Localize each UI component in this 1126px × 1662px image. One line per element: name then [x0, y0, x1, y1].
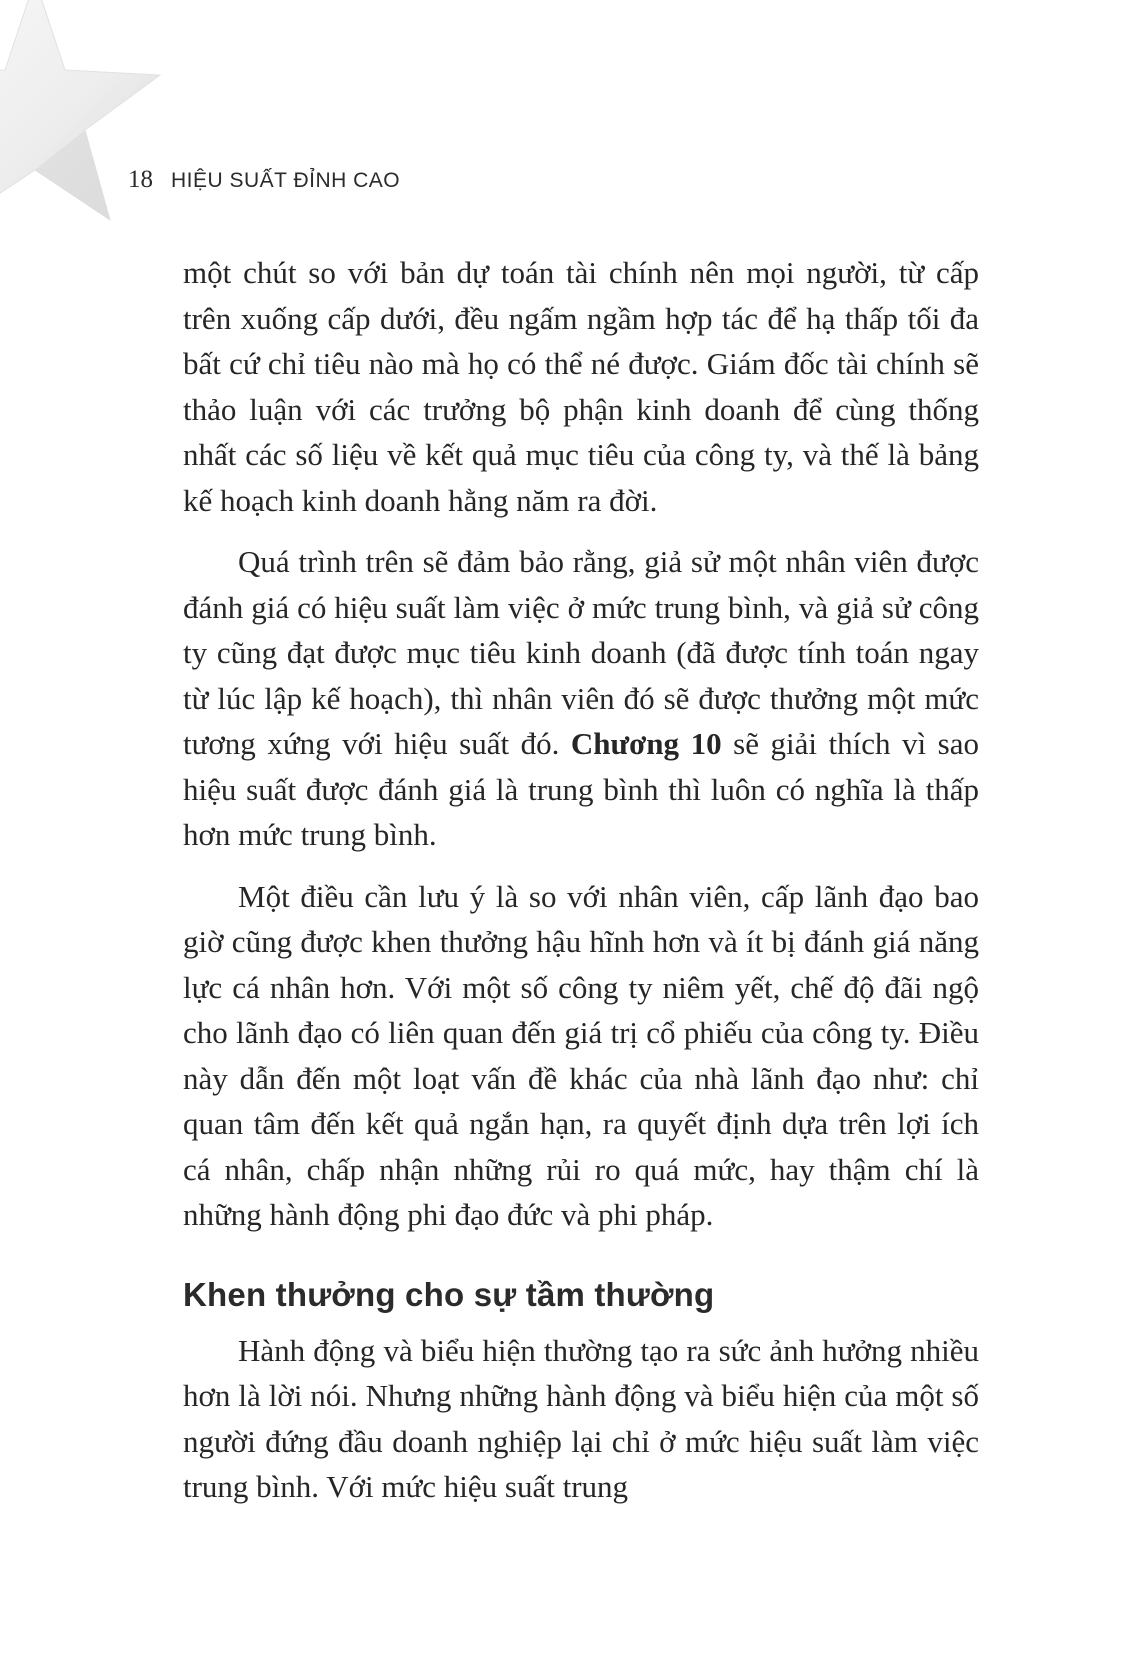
paragraph-continued: một chút so với bản dự toán tài chính nên mọi người, từ cấp trên xuống cấp dưới, đều ngấm ngầm hợp tác để hạ thấp tối đa bất cứ chỉ tiêu nào mà họ có thể né được. Giám đốc tài chính sẽ thảo luận với các trưởng bộ phận kinh doanh để cùng thống nhất các số liệu về kết quả mục tiêu của công ty, và thế là bảng kế hoạch kinh doanh hằng năm ra đời.	[183, 255, 979, 518]
star-icon	[0, 0, 180, 240]
paragraph-text: Quá trình trên sẽ đảm bảo rằng, giả sử một nhân viên được đánh giá có hiệu suất làm việc ở mức trung bình, và giả sử công ty cũng đạt được mục tiêu kinh doanh (đã được tính toán ngay từ lúc lập kế hoạch), thì nhân viên đó sẽ được thưởng một mức tương xứng với hiệu suất đó.	[183, 544, 979, 761]
page-number: 18	[128, 166, 153, 193]
running-header	[128, 166, 400, 194]
section-heading: Khen thưởng cho sự tầm thường	[183, 1275, 715, 1313]
chapter-reference: Chương 10	[570, 726, 722, 761]
paragraph-section: Hành động và biểu hiện thường tạo ra sức ảnh hưởng nhiều hơn là lời nói. Nhưng những hành động và biểu hiện của một số người đứng đầu doanh nghiệp lại chỉ ở mức hiệu suất làm việc trung bình. Với mức hiệu suất trung	[183, 1332, 979, 1504]
paragraph-process	[183, 539, 979, 858]
paragraph-text: sẽ giải thích vì sao hiệu suất được đánh giá là trung bình thì luôn có nghĩa là thấp hơn mức trung bình.	[183, 726, 980, 852]
book-title: HIỆU SUẤT ĐỈNH CAO	[171, 169, 401, 192]
text-body	[183, 250, 979, 1510]
paragraph-leadership: Một điều cần lưu ý là so với nhân viên, cấp lãnh đạo bao giờ cũng được khen thưởng hậu hĩnh hơn và ít bị đánh giá năng lực cá nhân hơn. Với một số công ty niêm yết, chế độ đãi ngộ cho lãnh đạo có liên quan đến giá trị cổ phiếu của công ty. Điều này dẫn đến một loạt vấn đề khác của nhà lãnh đạo như: chỉ quan tâm đến kết quả ngắn hạn, ra quyết định dựa trên lợi ích cá nhân, chấp nhận những rủi ro quá mức, hay thậm chí là những hành động phi đạo đức và phi pháp.	[183, 878, 979, 1232]
